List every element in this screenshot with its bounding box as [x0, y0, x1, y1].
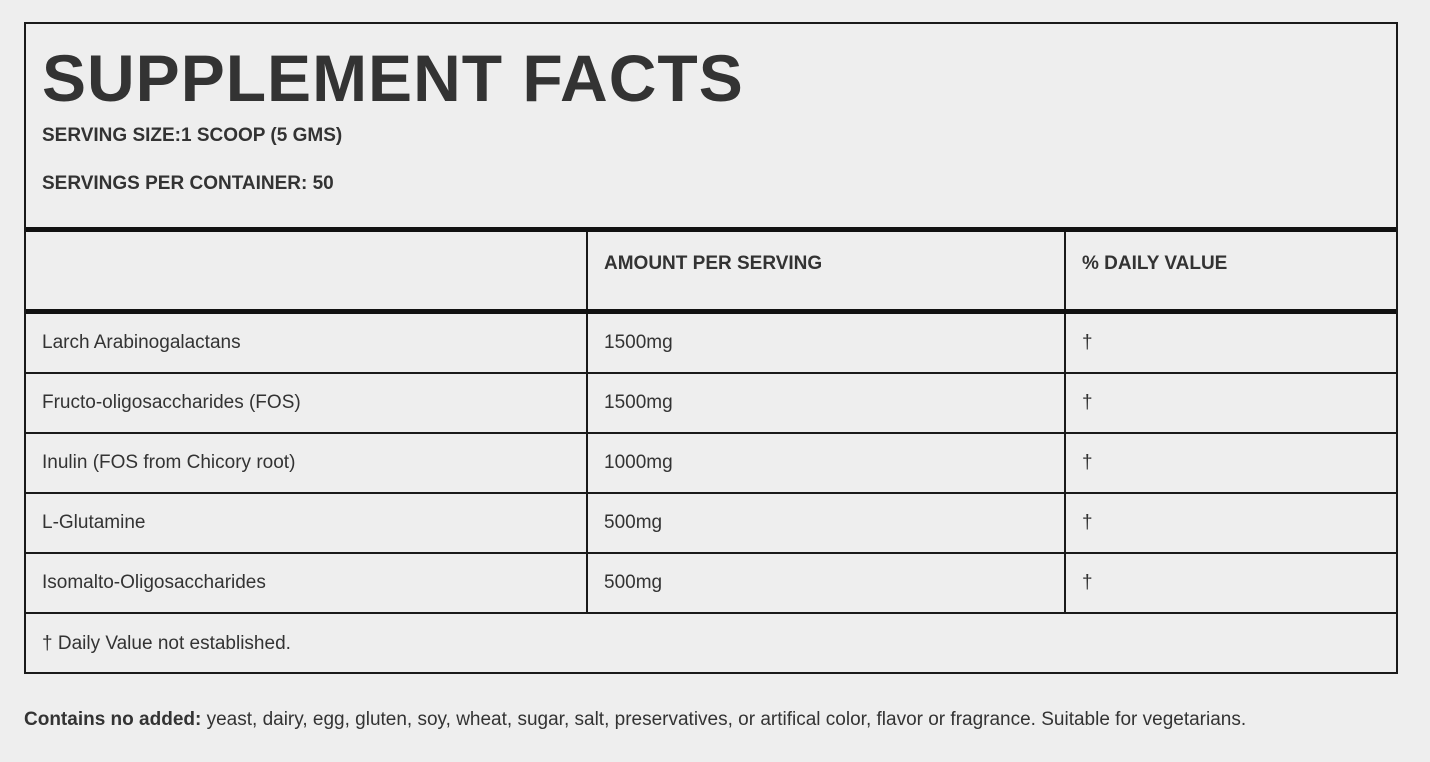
ingredient-name: Fructo-oligosaccharides (FOS) [42, 392, 301, 413]
ingredient-amount: 1500mg [586, 374, 1064, 432]
contains-text: yeast, dairy, egg, gluten, soy, wheat, sugar, salt, preservatives, or artifical color, flavor or fragrance. Suitable for vegetarians. [201, 709, 1247, 730]
ingredient-name: Larch Arabinogalactans [42, 332, 241, 353]
facts-header [26, 24, 1396, 228]
ingredient-daily-value: † [1064, 314, 1396, 372]
ingredient-name: Isomalto-Oligosaccharides [42, 572, 266, 593]
ingredient-rows [26, 314, 1396, 614]
ingredient-name: L-Glutamine [42, 512, 146, 533]
supplement-facts-panel [24, 22, 1398, 674]
facts-title: SUPPLEMENT FACTS [42, 41, 744, 115]
table-row [26, 494, 1396, 554]
ingredient-daily-value: † [1064, 494, 1396, 552]
column-header-name [26, 232, 586, 309]
daily-value-footnote: † Daily Value not established. [42, 633, 291, 654]
table-row [26, 314, 1396, 374]
ingredient-daily-value: † [1064, 554, 1396, 612]
contains-statement [24, 706, 1246, 734]
ingredient-amount: 500mg [586, 554, 1064, 612]
ingredient-amount: 500mg [586, 494, 1064, 552]
column-header-daily-value: % DAILY VALUE [1064, 232, 1396, 309]
column-header-amount: AMOUNT PER SERVING [586, 232, 1064, 309]
column-header-row [26, 232, 1396, 309]
serving-size: SERVING SIZE:1 SCOOP (5 GMS) [42, 125, 343, 146]
contains-label: Contains no added: [24, 709, 202, 730]
ingredient-daily-value: † [1064, 434, 1396, 492]
servings-per-container: SERVINGS PER CONTAINER: 50 [42, 173, 334, 194]
ingredient-amount: 1500mg [586, 314, 1064, 372]
ingredient-amount: 1000mg [586, 434, 1064, 492]
table-row [26, 434, 1396, 494]
ingredient-name: Inulin (FOS from Chicory root) [42, 452, 296, 473]
table-row [26, 374, 1396, 434]
table-row [26, 554, 1396, 614]
ingredient-daily-value: † [1064, 374, 1396, 432]
